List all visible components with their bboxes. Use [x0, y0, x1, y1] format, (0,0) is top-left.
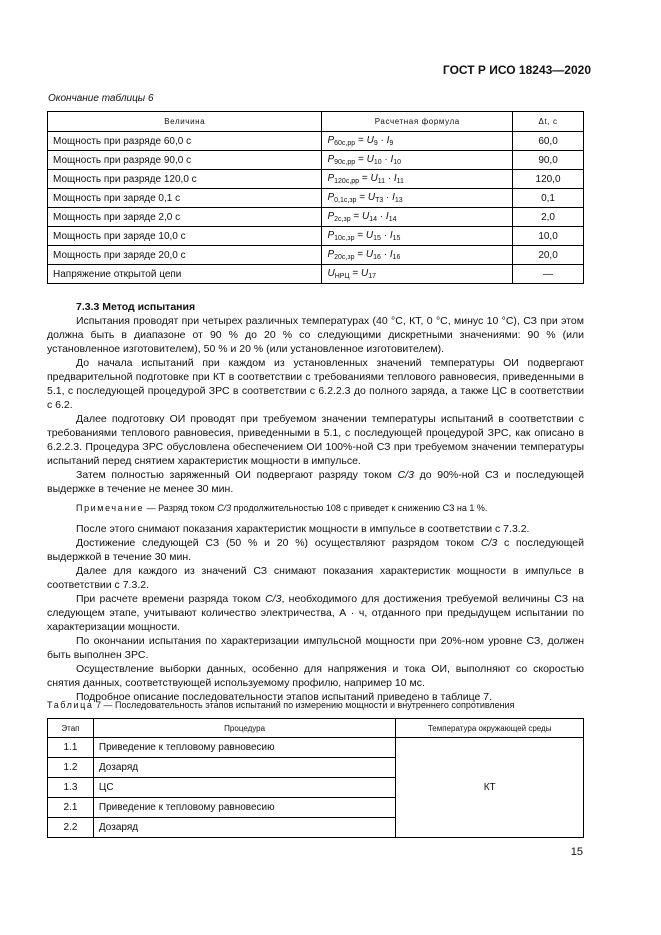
table-row [48, 227, 584, 246]
stage-number: 1.3 [48, 778, 94, 798]
table-7-caption: Таблица 7 — Последовательность этапов испытаний по измерению мощности и внутреннего сопротивления [47, 700, 515, 710]
stage-number: 2.1 [48, 798, 94, 818]
quantity-name: Мощность при заряде 10,0 с [48, 227, 322, 246]
quantity-name: Мощность при разряде 90,0 с [48, 151, 322, 170]
note: Примечание — Разряд током С/3 продолжительностью 108 с приведет к снижению СЗ на 1 %. [76, 503, 488, 513]
delta-t-value: 2,0 [513, 208, 584, 227]
column-header: Этап [48, 719, 94, 738]
stage-number: 2.2 [48, 818, 94, 838]
column-header: Δt, с [513, 112, 584, 132]
formula: $P_{20c,зр} = U_{16} \cdot I_{16}$ [322, 246, 513, 265]
quantity-name: Мощность при заряде 0,1 с [48, 189, 322, 208]
table-header-row [48, 112, 584, 132]
delta-t-value: 0,1 [513, 189, 584, 208]
paragraph: Подробное описание последовательности этапов испытаний приведено в таблице 7. [76, 691, 493, 703]
table-continuation-caption: Окончание таблицы 6 [48, 93, 154, 104]
section-heading: 7.3.3 Метод испытания [76, 301, 196, 313]
delta-t-value: 60,0 [513, 132, 584, 151]
procedure: Дозаряд [93, 758, 395, 778]
procedure: Приведение к тепловому равновесию [93, 738, 395, 758]
paragraph: До начала испытаний при каждом из установленных значений температуры ОИ подвергают предварительной подготовке при КТ в соответствии с требованиями теплового равновесия, приведенными в 5.1, с последующей процедурой ЗРС в соответствии с 6.2.2.3 до полного заряда, а также ЦС в соответствии с 6.2. [47, 357, 584, 411]
formula: $P_{90c,рр} = U_{10} \cdot I_{10}$ [322, 151, 513, 170]
quantity-name: Мощность при разряде 60,0 с [48, 132, 322, 151]
paragraph: Осуществление выборки данных, особенно для напряжения и тока ОИ, выполняют со скоростью снятия данных, соответствующей используемому профилю, например 10 мс. [47, 663, 584, 689]
paragraph: После этого снимают показания характеристик мощности в импульсе в соответствии с 7.3.2. [76, 523, 530, 535]
paragraph: При расчете времени разряда током С/3, необходимого для достижения требуемой величины СЗ на следующем этапе, учитывают количество электричества, А · ч, отданного при предыдущем испытании по характеризации мощности. [47, 593, 584, 633]
formula: $U_{НРЦ} = U_{17}$ [322, 265, 513, 284]
quantity-name: Напряжение открытой цепи [48, 265, 322, 284]
table-row [48, 132, 584, 151]
paragraph: Далее для каждого из значений СЗ снимают показания характеристик мощности в импульсе в соответствии с 7.3.2. [47, 565, 584, 591]
formula: $P_{2c,зр} = U_{14} \cdot I_{14}$ [322, 208, 513, 227]
paragraph: Затем полностью заряженный ОИ подвергают разряду током С/3 до 90%-ной СЗ и последующей выдержке в течение не менее 30 мин. [47, 469, 584, 495]
column-header: Величина [48, 112, 322, 132]
paragraph: По окончании испытания по характеризации импульсной мощности при 20%-ном уровне СЗ, должен быть выполнен ЗРС. [47, 635, 584, 661]
delta-t-value: 10,0 [513, 227, 584, 246]
formula: $P_{60c,рр} = U_9 \cdot I_9$ [322, 132, 513, 151]
formula: $P_{0,1c,зр} = U_{Т3} \cdot I_{13}$ [322, 189, 513, 208]
table-row [48, 151, 584, 170]
table-header-row [48, 719, 584, 738]
procedure: Приведение к тепловому равновесию [93, 798, 395, 818]
table-row [48, 265, 584, 284]
quantity-name: Мощность при разряде 120,0 с [48, 170, 322, 189]
ambient-temperature: КТ [396, 738, 584, 838]
table-7 [47, 718, 584, 838]
delta-t-value: — [513, 265, 584, 284]
paragraph: Испытания проводят при четырех различных температурах (40 °С, КТ, 0 °С, минус 10 °С), СЗ при этом должна быть в диапазоне от 90 % до 20 % со следующими дискретными значениями: 90 % (или установленное изготовителем), 50 % и 20 % (или установленное изготовителем). [47, 315, 584, 355]
page-number: 15 [570, 846, 583, 858]
column-header: Расчетная формула [322, 112, 513, 132]
table-row [48, 189, 584, 208]
delta-t-value: 20,0 [513, 246, 584, 265]
delta-t-value: 90,0 [513, 151, 584, 170]
quantity-name: Мощность при заряде 2,0 с [48, 208, 322, 227]
table-6 [47, 111, 584, 284]
standard-designation: ГОСТ Р ИСО 18243—2020 [442, 63, 591, 77]
delta-t-value: 120,0 [513, 170, 584, 189]
paragraph: Далее подготовку ОИ проводят при требуемом значении температуры испытаний в соответствии с требованиями теплового равновесия, приведенными в 5.1, с последующей процедурой ЗРС, как описано в 6.2.2.3. Процедура ЗРС обусловлена обеспечением ОИ 100%-ной СЗ при требуемом значении температуры испытаний перед снятием характеристик мощности в импульсе. [47, 413, 584, 467]
formula: $P_{10c,зр} = U_{15} \cdot I_{15}$ [322, 227, 513, 246]
stage-number: 1.1 [48, 738, 94, 758]
procedure: Дозаряд [93, 818, 395, 838]
table-row [48, 738, 584, 758]
quantity-name: Мощность при заряде 20,0 с [48, 246, 322, 265]
column-header: Процедура [93, 719, 395, 738]
table-row [48, 246, 584, 265]
section-body [47, 300, 584, 704]
paragraph: Достижение следующей СЗ (50 % и 20 %) осуществляют разрядом током С/3 с последующей выдержкой в течение 30 мин. [47, 537, 584, 563]
column-header: Температура окружающей среды [396, 719, 584, 738]
table-row [48, 170, 584, 189]
table-row [48, 208, 584, 227]
stage-number: 1.2 [48, 758, 94, 778]
formula: $P_{120c,рр} = U_{11} \cdot I_{11}$ [322, 170, 513, 189]
procedure: ЦС [93, 778, 395, 798]
